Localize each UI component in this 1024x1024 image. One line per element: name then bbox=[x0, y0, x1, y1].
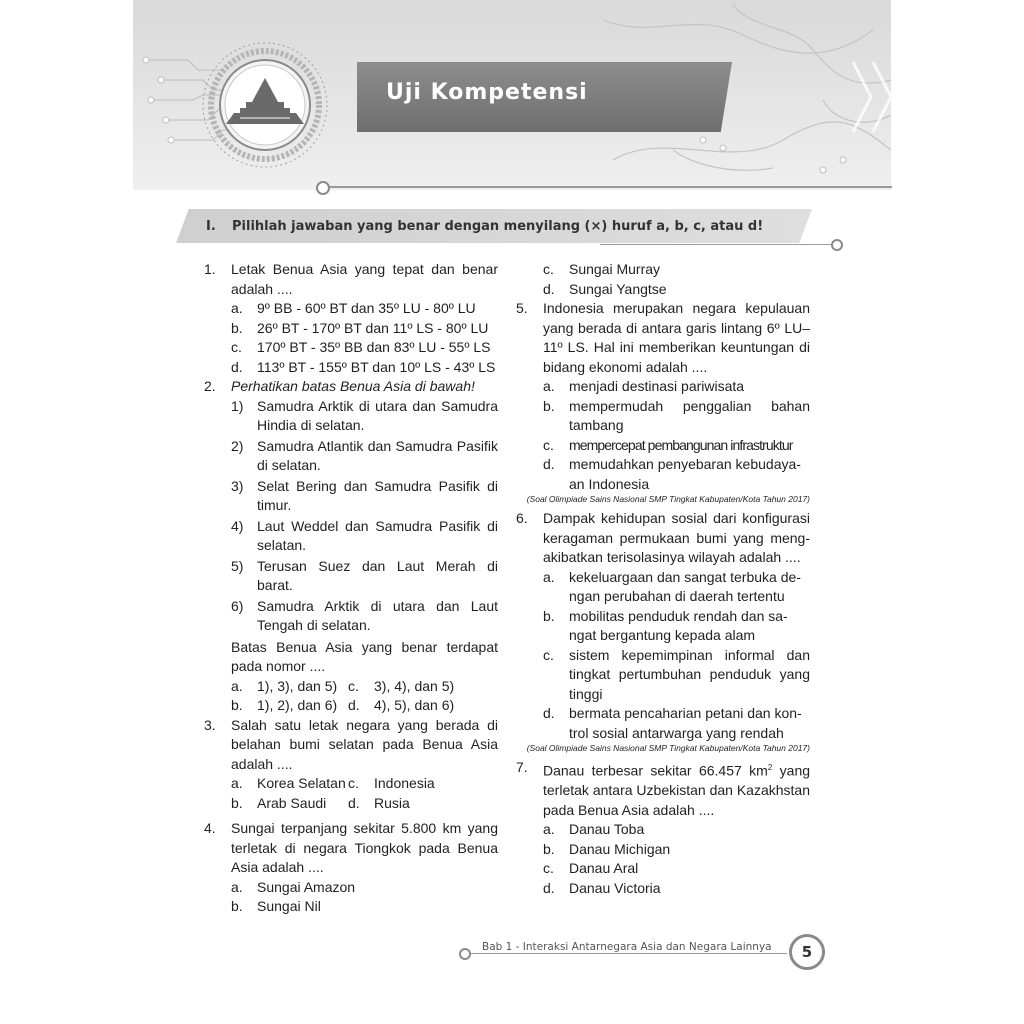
option-text: Indonesia bbox=[374, 775, 435, 791]
option-text: menjadi destinasi pariwisata bbox=[569, 378, 745, 394]
option[interactable] bbox=[348, 794, 465, 814]
option-row bbox=[204, 774, 498, 794]
option[interactable] bbox=[204, 338, 498, 358]
option-row bbox=[204, 794, 498, 814]
option[interactable] bbox=[204, 878, 498, 898]
option[interactable] bbox=[231, 774, 348, 794]
option[interactable] bbox=[516, 260, 810, 280]
option[interactable] bbox=[348, 677, 465, 697]
option-letter: c. bbox=[543, 646, 554, 663]
item-number: 3) bbox=[231, 477, 244, 494]
option-text: Sungai Amazon bbox=[257, 878, 356, 895]
option-letter: b. bbox=[543, 607, 555, 624]
list-item bbox=[204, 437, 498, 476]
option-letter: b. bbox=[543, 840, 555, 857]
question-6 bbox=[516, 509, 810, 754]
option-text: mempermudah penggalian bahan tambang bbox=[569, 397, 810, 433]
option-text: mobilitas penduduk rendah dan sa-ngat bergantung kepada alam bbox=[569, 607, 788, 643]
superscript: 2 bbox=[767, 763, 773, 772]
option-letter: d. bbox=[231, 358, 243, 375]
question-number: 3. bbox=[204, 716, 216, 733]
option-text: 9º BB - 60º BT dan 35º LU - 80º LU bbox=[257, 300, 476, 316]
option-text: 113º BT - 155º BT dan 10º LS - 43º LS bbox=[257, 358, 496, 375]
option[interactable] bbox=[348, 696, 465, 716]
banner-divider bbox=[322, 186, 892, 188]
option-text: Arab Saudi bbox=[257, 794, 327, 811]
option-letter: a. bbox=[543, 821, 555, 838]
left-column bbox=[204, 260, 498, 917]
question-2 bbox=[204, 377, 498, 716]
option-letter: c. bbox=[348, 775, 359, 791]
chapter-footer: Bab 1 - Interaksi Antarnegara Asia dan Negara Lainnya bbox=[482, 941, 772, 953]
option-letter: a. bbox=[231, 775, 243, 791]
question-text: Letak Benua Asia yang tepat dan benar adalah .... bbox=[231, 261, 498, 297]
option-text: 3), 4), dan 5) bbox=[374, 677, 455, 694]
option-letter: a. bbox=[543, 568, 555, 585]
option-letter: c. bbox=[348, 677, 359, 694]
option[interactable] bbox=[516, 820, 810, 840]
option-letter: d. bbox=[543, 280, 555, 297]
list-item bbox=[204, 397, 498, 436]
option-letter: d. bbox=[348, 794, 360, 811]
item-number: 5) bbox=[231, 557, 244, 574]
question-text-part: Danau terbesar sekitar 66.457 km bbox=[543, 762, 768, 779]
question-number: 7. bbox=[516, 759, 528, 775]
option[interactable] bbox=[516, 280, 810, 300]
question-1 bbox=[204, 260, 498, 377]
item-text: Samudra Arktik di utara dan Laut Tengah di selatan. bbox=[257, 597, 498, 633]
item-number: 6) bbox=[231, 597, 244, 614]
option-text: 170º BT - 35º BB dan 83º LU - 55º LS bbox=[257, 339, 491, 355]
option-text: 4), 5), dan 6) bbox=[374, 697, 455, 713]
option-letter: a. bbox=[231, 878, 243, 895]
option[interactable] bbox=[348, 774, 465, 794]
option[interactable] bbox=[516, 568, 810, 607]
question-3 bbox=[204, 716, 498, 814]
option-text: Sungai Murray bbox=[569, 261, 661, 277]
option[interactable] bbox=[231, 696, 348, 716]
question-text bbox=[543, 758, 810, 820]
item-number: 4) bbox=[231, 517, 244, 534]
question-text-part: yang terletak antara Uzbekistan dan Kazakhstan pada Benua Asia adalah .... bbox=[543, 762, 811, 818]
option[interactable] bbox=[516, 436, 810, 456]
item-text: Samudra Arktik di utara dan Samudra Hindia di selatan. bbox=[257, 397, 498, 433]
option-letter: a. bbox=[231, 300, 243, 316]
footer-divider-dot bbox=[459, 948, 471, 960]
page-number: 5 bbox=[801, 943, 813, 961]
list-item bbox=[204, 557, 498, 596]
option[interactable] bbox=[516, 646, 810, 705]
option-text: Danau Michigan bbox=[569, 840, 671, 857]
option[interactable] bbox=[204, 319, 498, 339]
option[interactable] bbox=[204, 897, 498, 917]
question-7 bbox=[516, 758, 810, 898]
question-text: Salah satu letak negara yang berada di belahan bumi selatan pada Benua Asia adalah .... bbox=[231, 716, 498, 772]
right-column bbox=[516, 260, 810, 898]
instruction-number: I. bbox=[206, 219, 216, 234]
option-letter: b. bbox=[231, 794, 243, 811]
question-4-continued bbox=[516, 260, 810, 299]
option[interactable] bbox=[516, 397, 810, 436]
option[interactable] bbox=[516, 455, 810, 494]
option-text: Rusia bbox=[374, 794, 410, 811]
item-text: Selat Bering dan Samudra Pasifik di timur. bbox=[257, 477, 498, 513]
option-text: Sungai Nil bbox=[257, 898, 321, 914]
option-letter: c. bbox=[543, 436, 554, 453]
temple-emblem-icon bbox=[200, 40, 330, 170]
source-citation: (Soal Olimpiade Sains Nasional SMP Tingkat Kabupaten/Kota Tahun 2017) bbox=[526, 743, 810, 753]
option-text: 1), 2), dan 6) bbox=[257, 697, 338, 713]
option-text: 1), 3), dan 5) bbox=[257, 677, 338, 694]
option-letter: c. bbox=[231, 339, 242, 355]
page-title: Uji Kompetensi bbox=[386, 80, 588, 105]
option-letter: c. bbox=[543, 261, 554, 277]
option[interactable] bbox=[516, 377, 810, 397]
option-letter: b. bbox=[231, 898, 243, 914]
option[interactable] bbox=[516, 879, 810, 899]
option-text: bermata pencaharian petani dan kon-trol sosial antarwarga yang rendah bbox=[569, 705, 802, 741]
option-text: kekeluargaan dan sangat terbuka de-ngan perubahan di daerah tertentu bbox=[569, 568, 801, 604]
question-5 bbox=[516, 299, 810, 505]
banner-divider-dot bbox=[316, 181, 330, 195]
list-item bbox=[204, 517, 498, 556]
option[interactable] bbox=[204, 299, 498, 319]
question-prompt: Batas Benua Asia yang benar terdapat pada nomor .... bbox=[231, 638, 498, 674]
option-letter: d. bbox=[543, 705, 555, 721]
option[interactable] bbox=[231, 677, 348, 697]
option-letter: b. bbox=[231, 697, 243, 713]
option-letter: a. bbox=[543, 378, 555, 394]
option-text: memudahkan penyebaran kebudaya-an Indonesia bbox=[569, 456, 801, 492]
item-text: Terusan Suez dan Laut Merah di barat. bbox=[257, 557, 498, 593]
source-citation: (Soal Olimpiade Sains Nasional SMP Tingkat Kabupaten/Kota Tahun 2017) bbox=[526, 494, 810, 504]
option-letter: c. bbox=[543, 860, 554, 877]
question-number: 6. bbox=[516, 510, 528, 526]
item-number: 1) bbox=[231, 397, 244, 414]
option[interactable] bbox=[516, 859, 810, 879]
question-text: Dampak kehidupan sosial dari konfigurasi keragaman permukaan bumi yang meng-akibatkan terisolasinya wilayah adalah .... bbox=[543, 510, 810, 565]
option-letter: d. bbox=[543, 456, 555, 472]
question-text: Indonesia merupakan negara kepulauan yang berada di antara garis lintang 6º LU–11º LS. Hal ini memberikan keuntungan di bidang ekonomi adalah .... bbox=[543, 300, 810, 375]
option-letter: d. bbox=[348, 697, 360, 713]
question-number: 2. bbox=[204, 378, 216, 394]
question-number: 4. bbox=[204, 820, 216, 836]
chapter-banner bbox=[133, 0, 891, 190]
instruction-divider-dot bbox=[831, 239, 843, 251]
option-letter: a. bbox=[231, 677, 243, 694]
option-text: Danau Victoria bbox=[569, 879, 661, 896]
list-item bbox=[204, 597, 498, 636]
option-letter: b. bbox=[231, 319, 243, 336]
option-text: sistem kepemimpinan informal dan tingkat pertumbuhan penduduk yang tinggi bbox=[569, 646, 810, 702]
option-row bbox=[204, 677, 498, 697]
option[interactable] bbox=[516, 704, 810, 743]
instruction-text: Pilihlah jawaban yang benar dengan menyilang (×) huruf a, b, c, atau d! bbox=[232, 219, 764, 234]
question-text: Perhatikan batas Benua Asia di bawah! bbox=[231, 378, 475, 394]
footer-divider bbox=[465, 953, 787, 954]
option[interactable] bbox=[204, 358, 498, 378]
option-letter: b. bbox=[543, 397, 555, 414]
option[interactable] bbox=[516, 840, 810, 860]
list-item bbox=[204, 477, 498, 516]
option[interactable] bbox=[231, 794, 348, 814]
item-text: Laut Weddel dan Samudra Pasifik di selatan. bbox=[257, 517, 498, 553]
option-text: Danau Toba bbox=[569, 821, 645, 838]
question-4 bbox=[204, 819, 498, 917]
item-number: 2) bbox=[231, 437, 244, 454]
option-letter: d. bbox=[543, 879, 555, 896]
option-text: 26º BT - 170º BT dan 11º LS - 80º LU bbox=[257, 319, 489, 336]
option-text: mempercepat pembangunan infrastruktur bbox=[569, 436, 793, 453]
option-text: Korea Selatan bbox=[257, 775, 346, 791]
item-text: Samudra Atlantik dan Samudra Pasifik di selatan. bbox=[257, 437, 498, 473]
option-text: Danau Aral bbox=[569, 860, 639, 877]
option-row bbox=[204, 696, 498, 716]
instruction-divider bbox=[600, 244, 832, 245]
option-text: Sungai Yangtse bbox=[569, 280, 667, 297]
question-number: 1. bbox=[204, 261, 216, 277]
option[interactable] bbox=[516, 607, 810, 646]
question-text: Sungai terpanjang sekitar 5.800 km yang terletak di negara Tiongkok pada Benua Asia adalah .... bbox=[231, 820, 498, 875]
question-number: 5. bbox=[516, 300, 528, 316]
